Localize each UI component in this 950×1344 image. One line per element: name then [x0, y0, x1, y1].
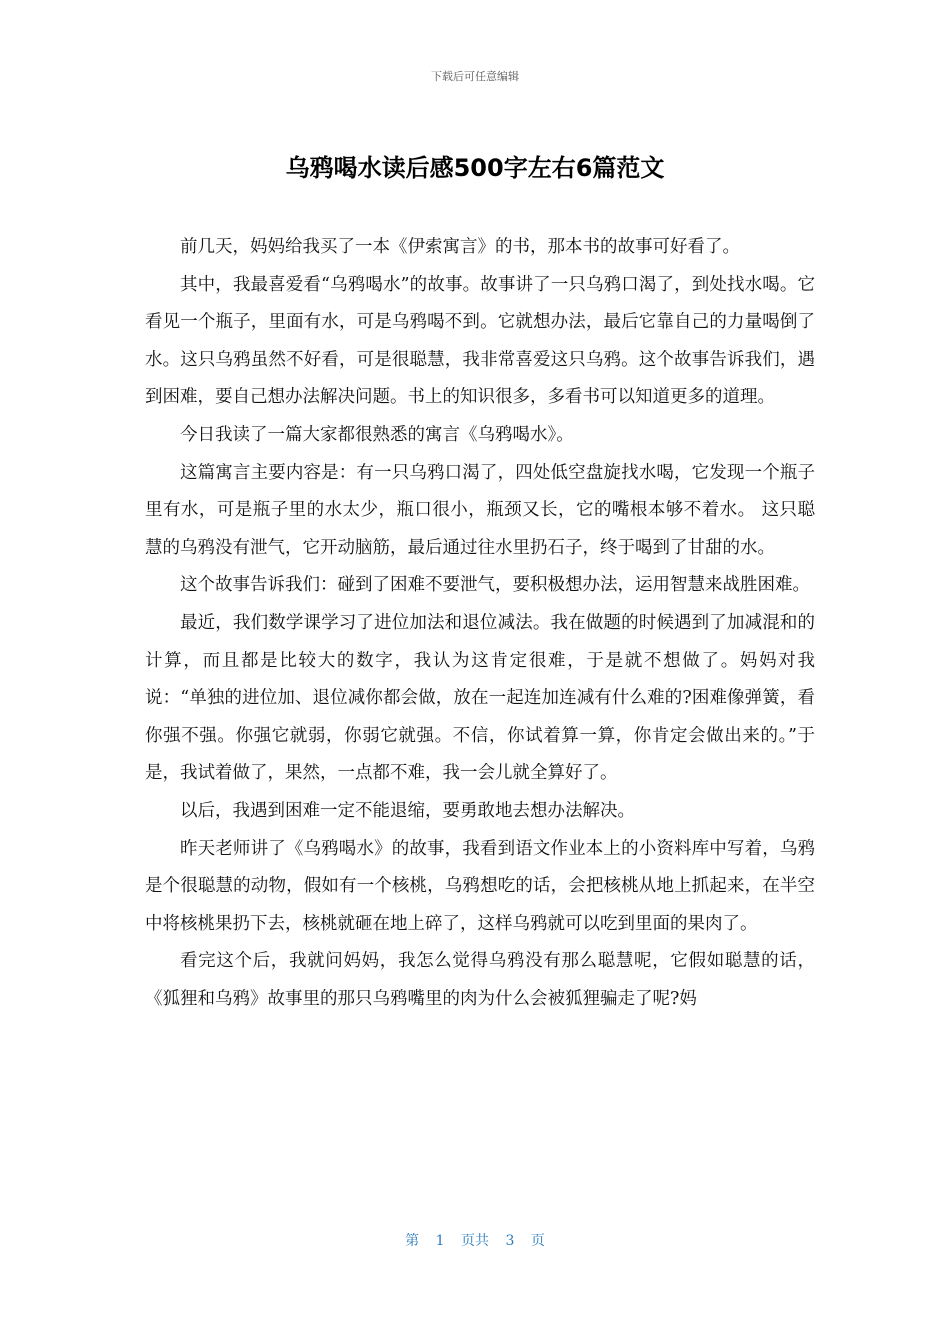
footer-prefix: 第 — [405, 1233, 420, 1249]
paragraph-5: 这个故事告诉我们：碰到了困难不要泄气，要积极想办法，运用智慧来战胜困难。 — [180, 575, 810, 596]
footer-suffix: 页 — [530, 1233, 545, 1249]
paragraph-6: 最近，我们数学课学习了进位加法和退位减法。我在做题的时候遇到了加减混和的计算，而且都是比较大的数字，我认为这肯定很难，于是就不想做了。妈妈对我说：“单独的进位加、退位减你都会做，放在一起连加连减有什么难的?困难像弹簧，看你强不强。你强它就弱，你弱它就强。不信，你试着算一算，你肯定会做出来的。”于是，我试着做了，果然，一点都不难，我一会儿就全算好了。 — [145, 612, 815, 784]
paragraph-2: 其中，我最喜爱看“乌鸦喝水”的故事。故事讲了一只乌鸦口渴了，到处找水喝。它看见一个瓶子，里面有水，可是乌鸦喝不到。它就想办法，最后它靠自己的力量喝倒了水。这只乌鸦虽然不好看，可是很聪慧，我非常喜爱这只乌鸦。这个故事告诉我们，遇到困难，要自己想办法解决问题。书上的知识很多，多看书可以知道更多的道理。 — [145, 274, 815, 408]
footer-current-page: 1 — [435, 1233, 445, 1249]
paragraph-8: 昨天老师讲了《乌鸦喝水》的故事，我看到语文作业本上的小资料库中写着，乌鸦是个很聪慧的动物，假如有一个核桃，乌鸦想吃的话，会把核桃从地上抓起来，在半空中将核桃果扔下去，核桃就砸在地上碎了，这样乌鸦就可以吃到里面的果肉了。 — [145, 838, 815, 934]
paragraph-7: 以后，我遇到困难一定不能退缩，要勇敢地去想办法解决。 — [180, 800, 635, 821]
paragraph-1: 前几天，妈妈给我买了一本《伊索寓言》的书，那本书的故事可好看了。 — [180, 237, 740, 257]
footer-middle: 页共 — [461, 1233, 489, 1249]
paragraph-3: 今日我读了一篇大家都很熟悉的寓言《乌鸦喝水》。 — [180, 424, 574, 445]
paragraph-9: 看完这个后，我就问妈妈，我怎么觉得乌鸦没有那么聪慧呢，它假如聪慧的话，《狐狸和乌鸦》故事里的那只乌鸦嘴里的肉为什么会被狐狸骗走了呢?妈 — [145, 951, 815, 1009]
header-note: 下载后可任意编辑 — [431, 70, 519, 83]
paragraph-4: 这篇寓言主要内容是：有一只乌鸦口渴了，四处低空盘旋找水喝，它发现一个瓶子里有水，可是瓶子里的水太少，瓶口很小，瓶颈又长，它的嘴根本够不着水。 这只聪慧的乌鸦没有泄气，它开动脑筋，最后通过往水里扔石子，终于喝到了甘甜的水。 — [145, 462, 815, 558]
footer-total-pages: 3 — [505, 1233, 515, 1249]
body-text — [145, 229, 815, 1018]
page-footer — [0, 1230, 950, 1250]
page-title: 乌鸦喝水读后感500字左右6篇范文 — [285, 154, 665, 182]
